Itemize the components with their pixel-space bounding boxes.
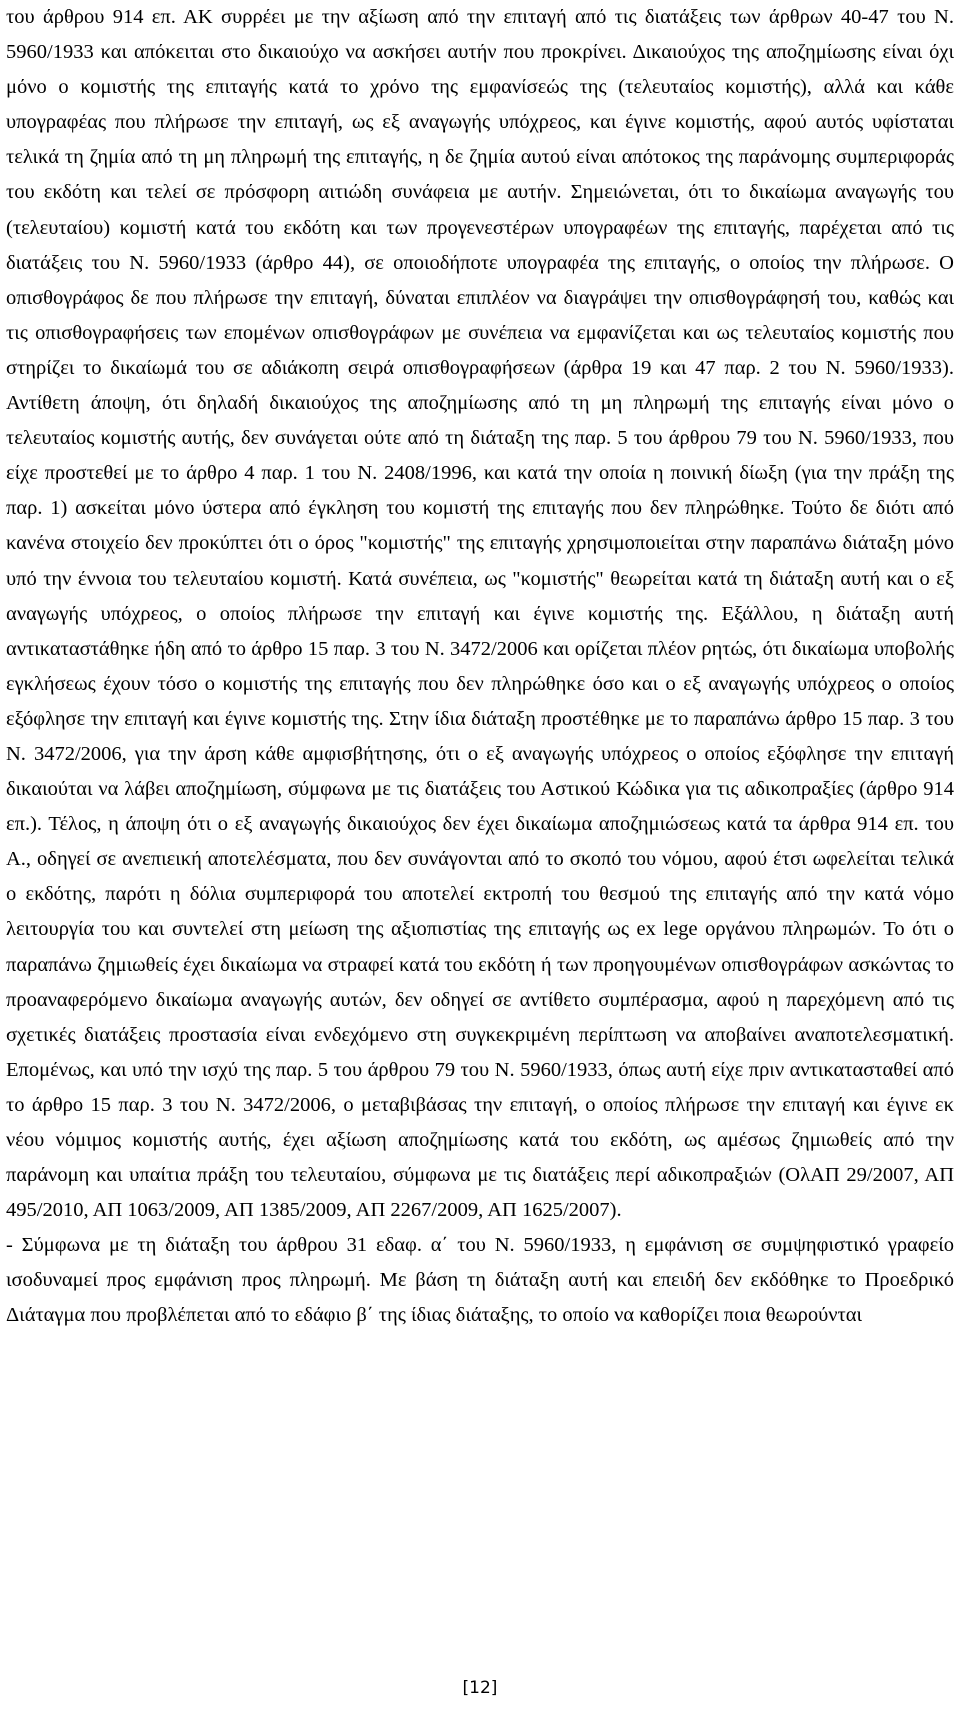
paragraph-1: του άρθρου 914 επ. ΑΚ συρρέει με την αξίωση από την επιταγή από τις διατάξεις των άρθρων 40-47 του Ν. 5960/1933 και απόκειται στο δικαιούχο να ασκήσει αυτήν που προκρίνει. Δικαιούχος της αποζημίωσης είναι όχι μόνο ο κομιστής της επιταγής κατά το χρόνο της εμφανίσεώς της (τελευταίος κομιστής), αλλά και κάθε υπογραφέας που πλήρωσε την επιταγή, ως εξ αναγωγής υπόχρεος, και έγινε κομιστής, αφού αυτός υφίσταται τελικά τη ζημία από τη μη πληρωμή της επιταγής, η δε ζημία αυτού είναι απότοκος της παράνομης συμπεριφοράς του εκδότη και τελεί σε πρόσφορη αιτιώδη συνάφεια με αυτήν. Σημειώνεται, ότι το δικαίωμα αναγωγής του (τελευταίου) κομιστή κατά του εκδότη και των προγενεστέρων υπογραφέων της επιταγής, παρέχεται από τις διατάξεις του Ν. 5960/1933 (άρθρο 44), σε οποιοδήποτε υπογραφέα της επιταγής, ο οποίος την πλήρωσε. Ο οπισθογράφος δε που πλήρωσε την επιταγή, δύναται επιπλέον να διαγράψει την οπισθογράφησή του, καθώς και τις οπισθογραφήσεις των επομένων οπισθογράφων με συνέπεια να εμφανίζεται και ως τελευταίος κομιστής που στηρίζει το δικαίωμά του σε αδιάκοπη σειρά οπισθογραφήσεων (άρθρα 19 και 47 παρ. 2 του Ν. 5960/1933). Αντίθετη άποψη, ότι δηλαδή δικαιούχος της αποζημίωσης από τη μη πληρωμή της επιταγής είναι μόνο ο τελευταίος κομιστής αυτής, δεν συνάγεται ούτε από τη διάταξη της παρ. 5 του άρθρου 79 του Ν. 5960/1933, που είχε προστεθεί με το άρθρο 4 παρ. 1 του Ν. 2408/1996, και κατά την οποία η ποινική δίωξη (για την πράξη της παρ. 1) ασκείται μόνο ύστερα από έγκληση του κομιστή της επιταγής που δεν πληρώθηκε. Τούτο δε διότι από κανένα στοιχείο δεν προκύπτει ότι ο όρος "κομιστής" της επιταγής χρησιμοποιείται στην παραπάνω διάταξη μόνο υπό την έννοια του τελευταίου κομιστή. Κατά συνέπεια, ως "κομιστής" θεωρείται κατά τη διάταξη αυτή και ο εξ αναγωγής υπόχρεος, ο οποίος πλήρωσε την επιταγή και έγινε κομιστής της. Εξάλλου, η διάταξη αυτή αντικαταστάθηκε ήδη από το άρθρο 15 παρ. 3 του Ν. 3472/2006 και ορίζεται πλέον ρητώς, ότι δικαίωμα υποβολής εγκλήσεως έχουν τόσο ο κομιστής της επιταγής που δεν πληρώθηκε όσο και ο εξ αναγωγής υπόχρεος ο οποίος εξόφλησε την επιταγή και έγινε κομιστής της. Στην ίδια διάταξη προστέθηκε με το παραπάνω άρθρο 15 παρ. 3 του Ν. 3472/2006, για την άρση κάθε αμφισβήτησης, ότι ο εξ αναγωγής υπόχρεος ο οποίος εξόφλησε την επιταγή δικαιούται να λάβει αποζημίωση, σύμφωνα με τις διατάξεις του Αστικού Κώδικα για τις αδικοπραξίες (άρθρο 914 επ.). Τέλος, η άποψη ότι ο εξ αναγωγής δικαιούχος δεν έχει δικαίωμα αποζημιώσεως κατά τα άρθρα 914 επ. του Α., οδηγεί σε ανεπιεική αποτελέσματα, που δεν συνάγονται από το σκοπό του νόμου, αφού έτσι ωφελείται τελικά ο εκδότης, παρότι η δόλια συμπεριφορά του αποτελεί εκτροπή του θεσμού της επιταγής από την κατά νόμο λειτουργία του και συντελεί στη μείωση της αξιοπιστίας της επιταγής ως ex lege οργάνου πληρωμών. Το ότι ο παραπάνω ζημιωθείς έχει δικαίωμα να στραφεί κατά του εκδότη ή των προηγουμένων οπισθογράφων ασκώντας το προαναφερόμενο δικαίωμα αναγωγής αυτών, δεν οδηγεί σε αντίθετο συμπέρασμα, αφού η παρεχόμενη από τις σχετικές διατάξεις προστασία είναι ενδεχόμενο στη συγκεκριμένη περίπτωση να αποβαίνει αναποτελεσματική. Επομένως, και υπό την ισχύ της παρ. 5 του άρθρου 79 του Ν. 5960/1933, όπως αυτή είχε πριν αντικατασταθεί από το άρθρο 15 παρ. 3 του Ν. 3472/2006, ο μεταβιβάσας την επιταγή, ο οποίος πλήρωσε την επιταγή και έγινε εκ νέου νόμιμος κομιστής αυτής, έχει αξίωση αποζημίωσης κατά του εκδότη, ως αμέσως ζημιωθείς από την παράνομη και υπαίτια πράξη του τελευταίου, σύμφωνα με τις διατάξεις περί αδικοπραξιών (ΟλΑΠ 29/2007, ΑΠ 495/2010, ΑΠ 1063/2009, ΑΠ 1385/2009, ΑΠ 2267/2009, ΑΠ 1625/2007). — [6, 6, 954, 1222]
body-text — [6, 0, 954, 1334]
paragraph-2: - Σύμφωνα με τη διάταξη του άρθρου 31 εδαφ. α΄ του Ν. 5960/1933, η εμφάνιση σε συμψηφιστικό γραφείο ισοδυναμεί προς εμφάνιση προς πληρωμή. Με βάση τη διάταξη αυτή και επειδή δεν εκδόθηκε το Προεδρικό Διάταγμα που προβλέπεται από το εδάφιο β΄ της ίδιας διάταξης, το οποίο να καθορίζει ποια θεωρούνται — [6, 1234, 954, 1327]
page-number: [12] — [462, 1678, 498, 1698]
